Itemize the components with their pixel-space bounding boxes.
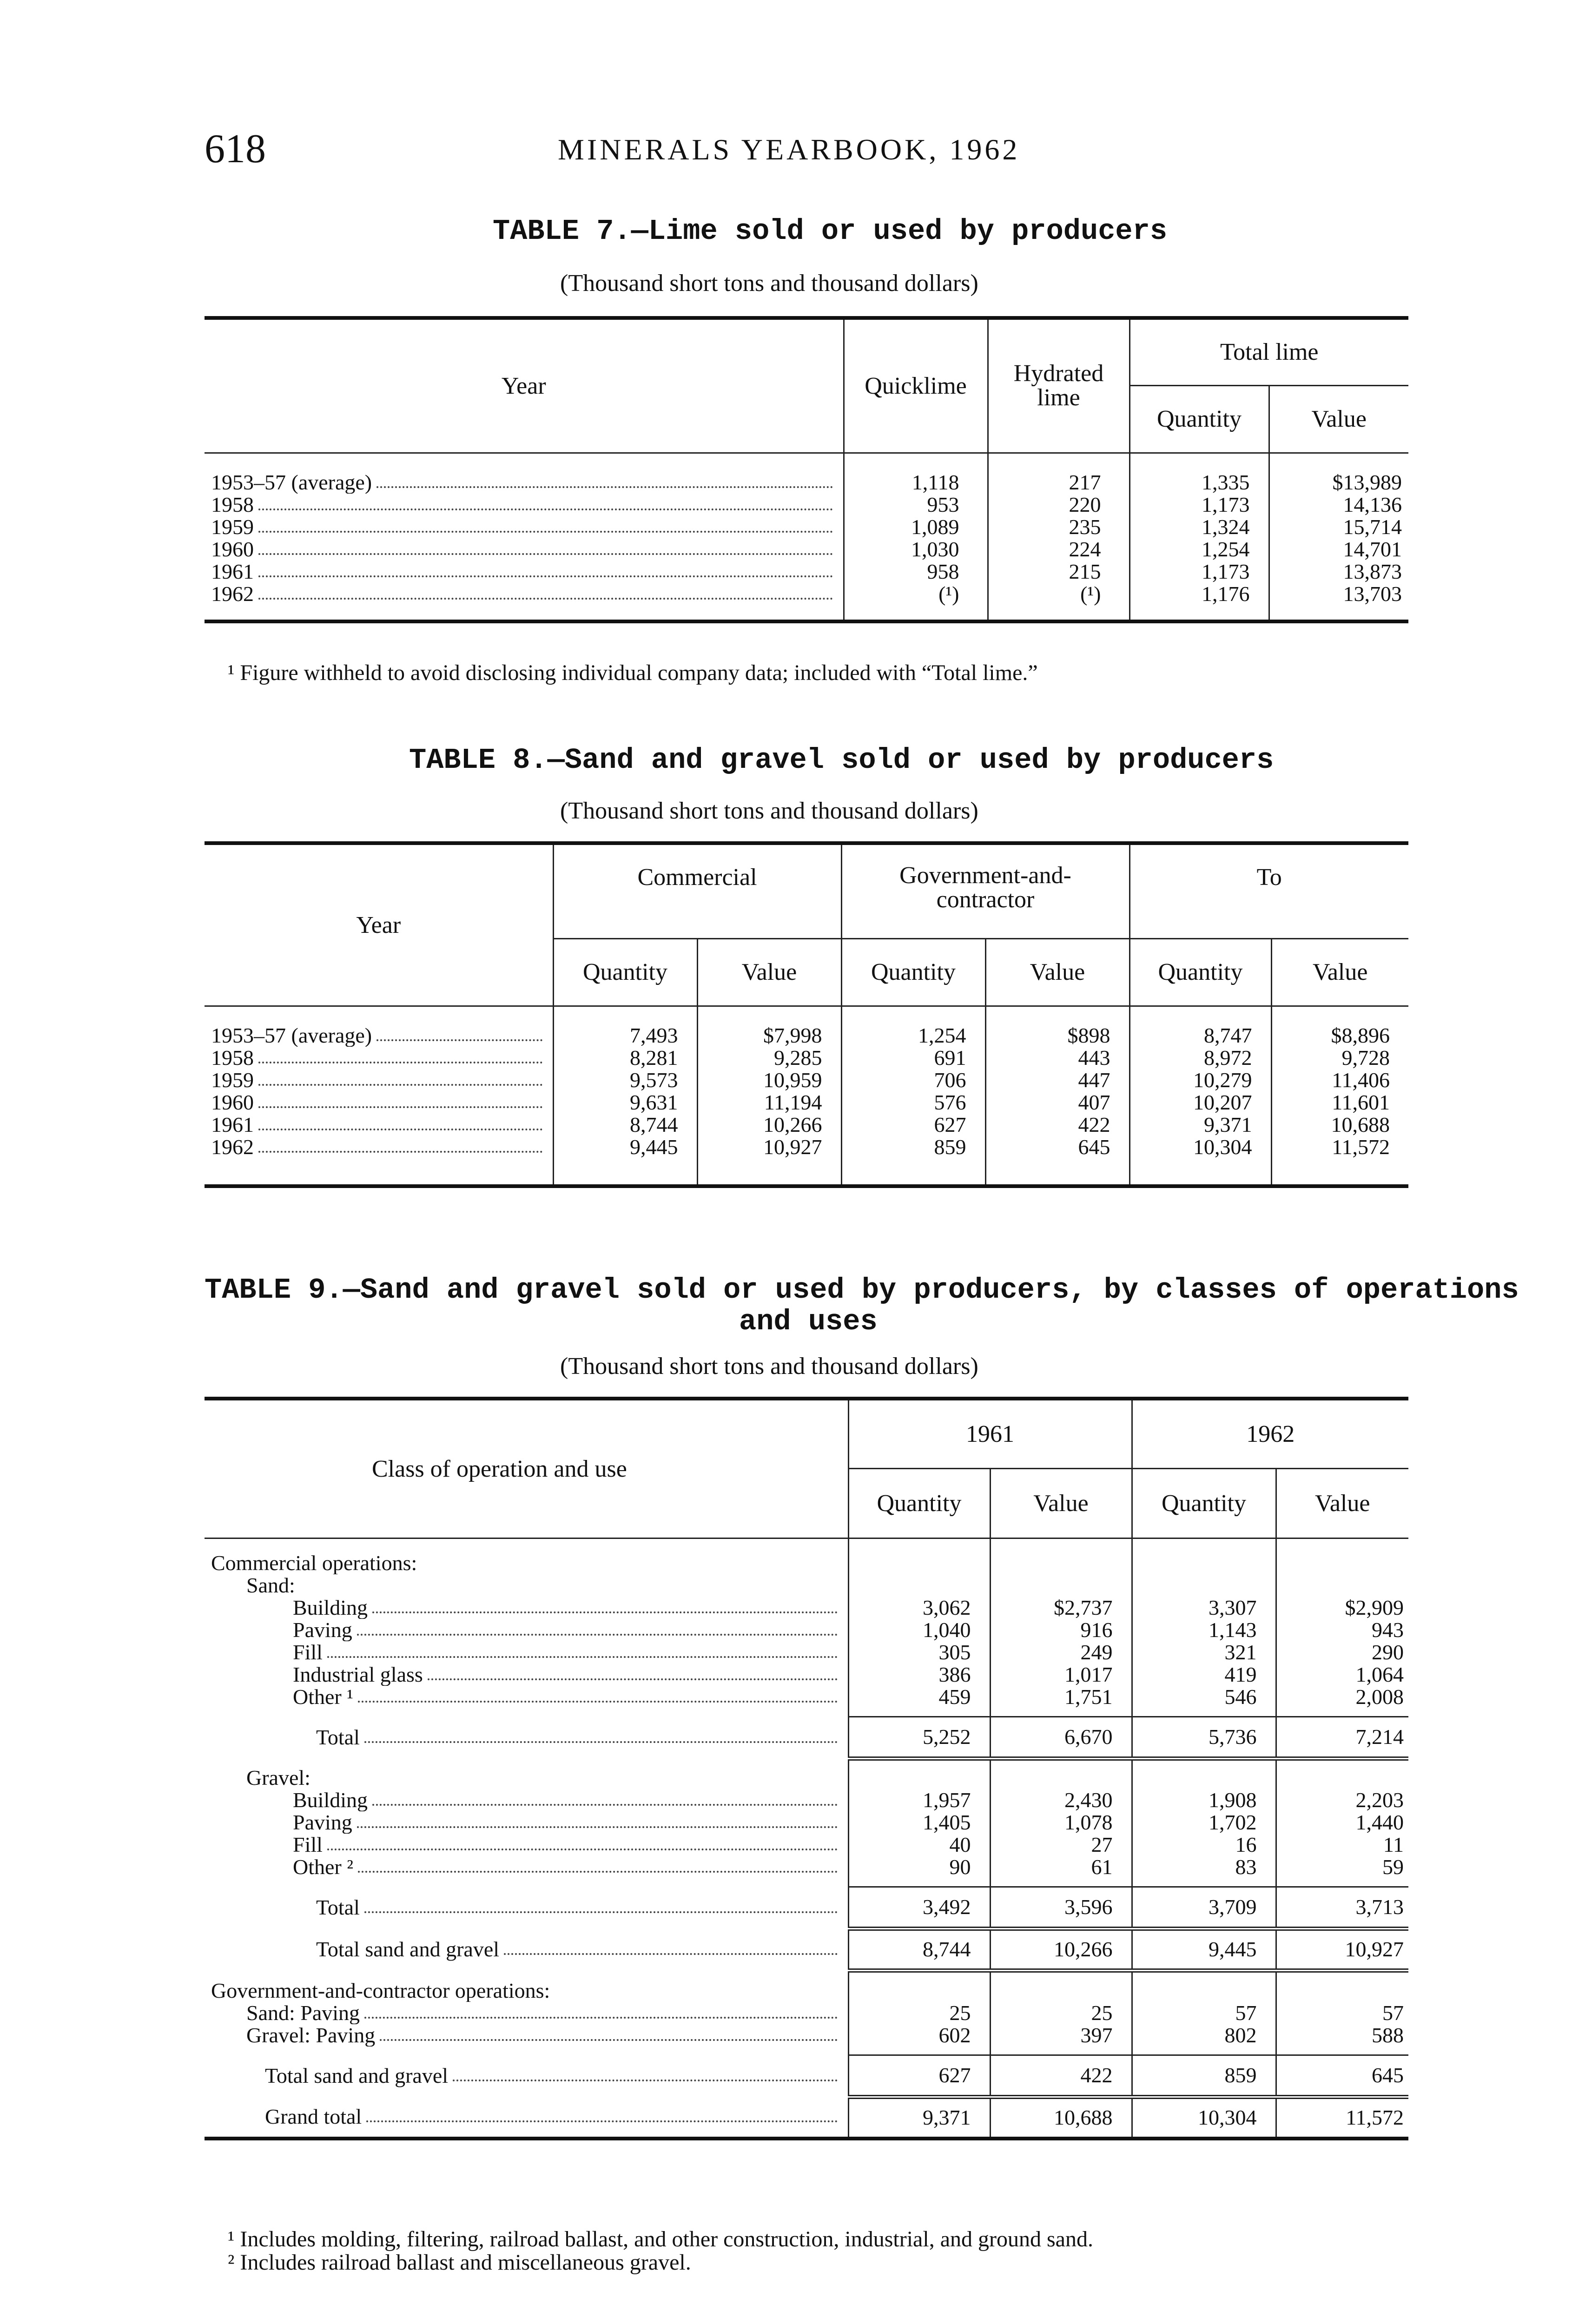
table7-quicklime: 1,118 [844, 471, 988, 494]
dot-leader [358, 1871, 837, 1873]
table9-header-1962-value: Value [1315, 1490, 1370, 1517]
dot-leader [258, 1084, 542, 1086]
dot-leader [357, 1826, 838, 1828]
table8-t-qty: 10,207 [1129, 1091, 1271, 1114]
table9-gravel-total [205, 1887, 1408, 1928]
table8-c-qty: 7,493 [553, 1024, 697, 1047]
table9-sand-row-q61: 305 [848, 1641, 990, 1664]
table7-year-text: 1953–57 (average) [211, 471, 374, 494]
table9-sand-row-q62: 321 [1132, 1641, 1276, 1664]
table9-sand-total-q62: 5,736 [1132, 1717, 1276, 1758]
table8-c-val: 10,927 [697, 1136, 841, 1158]
table9-gravel-total-label [205, 1887, 848, 1928]
table9-commercial-total [205, 1928, 1408, 1970]
table7-row [205, 583, 1408, 605]
table8-year-text: 1958 [211, 1047, 256, 1069]
table8-t-val: $8,896 [1331, 1023, 1390, 1047]
table7-value: 13,873 [1343, 560, 1402, 583]
table8-year [205, 1047, 553, 1069]
table9-grand-total-v61: 10,688 [990, 2097, 1132, 2139]
table8-g-qty: 1,254 [841, 1024, 985, 1047]
table7-year-text: 1958 [211, 494, 256, 516]
table7-footnote: ¹ Figure withheld to avoid disclosing individual company data; included with “Total lime.” [228, 660, 1038, 685]
table9-gov-row [205, 2002, 1408, 2024]
dot-leader [364, 1741, 838, 1743]
table8-year-text: 1961 [211, 1114, 256, 1136]
table9-header-1961-quantity: Quantity [848, 1468, 990, 1538]
table8-c-qty: 9,445 [553, 1136, 697, 1158]
table9-sand-row [205, 1597, 1408, 1619]
table8-year [205, 1069, 553, 1091]
table8-header-total: To [1129, 843, 1408, 938]
table9-gravel-row-v62: 11 [1383, 1833, 1404, 1856]
table9-title-line2: and uses [739, 1305, 878, 1338]
table9-gov-row-label-text: Sand: Paving [246, 2002, 362, 2024]
table9-sand-row-label [205, 1686, 848, 1708]
table9-gravel-total-v62: 3,713 [1276, 1887, 1408, 1928]
table9-sand-row-label-text: Building [293, 1597, 370, 1619]
table8-t-val: 11,406 [1332, 1068, 1390, 1092]
table9-gravel-total-q62: 3,709 [1132, 1887, 1276, 1928]
table9-header-class: Class of operation and use [205, 1399, 848, 1538]
table8-row [205, 1091, 1408, 1114]
table9-header-1961-value: Value [990, 1468, 1132, 1538]
table7-value: 13,703 [1343, 582, 1402, 606]
table7-hydrated: (¹) [988, 583, 1129, 605]
running-head: MINERALS YEARBOOK, 1962 [558, 133, 1020, 166]
table7-header-year: Year [205, 318, 844, 453]
dot-leader [376, 486, 832, 488]
table9-gravel-row-q61: 1,957 [848, 1789, 990, 1811]
table9-commercial-total-label [205, 1928, 848, 1970]
table9-sand-row [205, 1641, 1408, 1664]
dot-leader [258, 531, 833, 533]
table7-hydrated: 217 [988, 471, 1129, 494]
table8-row [205, 1069, 1408, 1091]
table8-c-val: 10,959 [697, 1069, 841, 1091]
table9-sand-row-label-text: Fill [293, 1641, 324, 1664]
dot-leader [258, 508, 833, 510]
table7-header-value: Value [1311, 406, 1367, 432]
table9-sand-row-label-text: Paving [293, 1619, 354, 1641]
table7-year [205, 494, 844, 516]
table8-year-text: 1953–57 (average) [211, 1024, 374, 1047]
table7-hydrated: 235 [988, 516, 1129, 538]
table9-grand-total [205, 2097, 1408, 2139]
table8-c-val: 10,266 [697, 1114, 841, 1136]
table9-sand-row-v61: 1,751 [990, 1686, 1132, 1708]
table8-g-val: 645 [985, 1136, 1129, 1158]
table8-c-val: $7,998 [697, 1024, 841, 1047]
table8-t-val: 11,572 [1332, 1135, 1390, 1159]
table9-gravel-row [205, 1834, 1408, 1856]
table9-gravel-row-label-text: Fill [293, 1834, 324, 1856]
table8-g-val: 447 [985, 1069, 1129, 1091]
table9-sand-row-v61: $2,737 [990, 1597, 1132, 1619]
table9-sand-row-q61: 3,062 [848, 1597, 990, 1619]
table7-quicklime: 1,030 [844, 538, 988, 561]
dot-leader [357, 1634, 838, 1636]
dot-leader [258, 1151, 542, 1153]
dot-leader [453, 2080, 837, 2081]
table9-gravel-row-v62: 59 [1382, 1855, 1404, 1879]
table9-header-1962-quantity: Quantity [1132, 1468, 1276, 1538]
table9-gov-total [205, 2055, 1408, 2097]
table8-t-val: 9,728 [1341, 1046, 1390, 1070]
table7-row [205, 471, 1408, 494]
table9-gov-total-label-text: Total sand and gravel [265, 2065, 450, 2087]
table9-gov-row-v62: 57 [1382, 2001, 1404, 2025]
dot-leader [504, 1953, 837, 1955]
dot-leader [380, 2039, 837, 2041]
table9-gravel-row-v61: 2,430 [990, 1789, 1132, 1811]
table9-gravel-row-q62: 83 [1132, 1856, 1276, 1878]
table8-row [205, 1024, 1408, 1047]
dot-leader [428, 1678, 838, 1680]
table9-sand-row-q61: 459 [848, 1686, 990, 1708]
dot-leader [258, 575, 833, 577]
table9-sand-row-v62: 2,008 [1355, 1685, 1404, 1709]
table7-year [205, 538, 844, 561]
table8-c-val: 9,285 [697, 1047, 841, 1069]
table7-quantity: 1,176 [1129, 583, 1269, 605]
table9-gravel-total-label-text: Total [316, 1896, 362, 1919]
table9-sand-row-label-text: Industrial glass [293, 1664, 425, 1686]
table7-year-text: 1960 [211, 538, 256, 561]
table9-gravel-row-label [205, 1811, 848, 1834]
table9-sand-row-q61: 386 [848, 1664, 990, 1686]
table9-sand-row-v62: 290 [1372, 1640, 1404, 1664]
table9-gravel-row-label-text: Other ² [293, 1856, 355, 1878]
table8-c-qty: 9,631 [553, 1091, 697, 1114]
table9-sand-total-v61: 6,670 [990, 1717, 1132, 1758]
dot-leader [364, 1911, 838, 1913]
table9-gov-total-q61: 627 [848, 2055, 990, 2097]
table8-subtitle: (Thousand short tons and thousand dollars) [560, 798, 978, 824]
dot-leader [366, 2120, 837, 2122]
table8-g-val: 443 [985, 1047, 1129, 1069]
table8-t-qty: 8,747 [1129, 1024, 1271, 1047]
table9 [205, 1397, 1408, 2140]
table8-year-text: 1959 [211, 1069, 256, 1091]
table8-g-val: $898 [985, 1024, 1129, 1047]
table7-title: TABLE 7.—Lime sold or used by producers [493, 215, 1168, 248]
table7-year-text: 1959 [211, 516, 256, 538]
table9-header-1961: 1961 [848, 1399, 1132, 1468]
table8-header-year: Year [205, 843, 553, 1006]
table7-quicklime: 953 [844, 494, 988, 516]
table8-row [205, 1136, 1408, 1158]
table9-gravel-row [205, 1811, 1408, 1834]
table9-sand-row-label [205, 1664, 848, 1686]
table9-gravel-row-label-text: Building [293, 1789, 370, 1811]
table8-header-commercial-quantity: Quantity [553, 938, 697, 1006]
table8-title: TABLE 8.—Sand and gravel sold or used by producers [409, 744, 1274, 777]
table9-sand-row-v61: 249 [990, 1641, 1132, 1664]
table9-footnote-1: ¹ Includes molding, filtering, railroad ballast, and other construction, industrial, and ground sand. [228, 2227, 1093, 2251]
table9-gravel-row-q62: 16 [1132, 1834, 1276, 1856]
dot-leader [372, 1611, 837, 1613]
table9-gravel-row-label-text: Paving [293, 1811, 354, 1834]
table9-commercial-heading: Commercial operations: [205, 1552, 848, 1574]
table9-sand-row-label [205, 1597, 848, 1619]
table7-quantity: 1,173 [1129, 494, 1269, 516]
table9-sand-row-q62: 1,143 [1132, 1619, 1276, 1641]
table7-hydrated: 224 [988, 538, 1129, 561]
table9-commercial-total-label-text: Total sand and gravel [316, 1938, 501, 1961]
dot-leader [258, 1062, 542, 1063]
table9-sand-total-label [205, 1717, 848, 1758]
table9-sand-row-v62: $2,909 [1345, 1596, 1404, 1619]
table9-sand-heading: Sand: [205, 1574, 848, 1597]
table8-header-government: Government-and-contractor [841, 843, 1129, 938]
dot-leader [258, 1106, 542, 1108]
dot-leader [364, 2017, 837, 2019]
table8-header-commercial: Commercial [553, 843, 841, 938]
table7-quicklime: 1,089 [844, 516, 988, 538]
table9-gov-row-q61: 602 [848, 2024, 990, 2047]
table7-header-total: Total lime [1129, 318, 1408, 385]
table7-year [205, 516, 844, 538]
table9-commercial-total-q62: 9,445 [1132, 1928, 1276, 1970]
table9-government-heading: Government-and-contractor operations: [205, 1980, 848, 2002]
table8-year [205, 1114, 553, 1136]
table9-sand-total [205, 1717, 1408, 1758]
table9-gov-row-v61: 25 [990, 2002, 1132, 2024]
table9-gravel-total-q61: 3,492 [848, 1887, 990, 1928]
table9-gravel-row-q61: 90 [848, 1856, 990, 1878]
table8-t-qty: 8,972 [1129, 1047, 1271, 1069]
table8-header-government-value: Value [985, 938, 1129, 1006]
table9-gravel-row-v62: 1,440 [1355, 1810, 1404, 1834]
table9-gravel-heading: Gravel: [205, 1767, 848, 1789]
table9-sand-row-v61: 1,017 [990, 1664, 1132, 1686]
table9-gov-row-label [205, 2024, 848, 2047]
table7-header-quantity: Quantity [1129, 385, 1269, 453]
table7-quicklime: (¹) [844, 583, 988, 605]
table9-sand-row-v62: 943 [1372, 1618, 1404, 1642]
table9-gravel-row-label [205, 1856, 848, 1878]
table8-c-val: 11,194 [697, 1091, 841, 1114]
table7-quantity: 1,254 [1129, 538, 1269, 561]
table7-header-quicklime: Quicklime [844, 318, 988, 453]
table7-value: 15,714 [1343, 515, 1402, 539]
table8-header-government-quantity: Quantity [841, 938, 985, 1006]
table8-year-text: 1960 [211, 1091, 256, 1114]
table8-row [205, 1114, 1408, 1136]
table8-t-qty: 10,304 [1129, 1136, 1271, 1158]
table9-gov-row-label [205, 2002, 848, 2024]
table9-gov-total-q62: 859 [1132, 2055, 1276, 2097]
table9-gov-total-v62: 645 [1276, 2055, 1408, 2097]
table9-sand-row-q62: 3,307 [1132, 1597, 1276, 1619]
table7-value: 14,136 [1343, 493, 1402, 516]
table7-quantity: 1,173 [1129, 561, 1269, 583]
table9-subtitle: (Thousand short tons and thousand dollars) [560, 1353, 978, 1380]
table9-sand-row [205, 1664, 1408, 1686]
dot-leader [258, 1129, 542, 1130]
table9-gov-row-label-text: Gravel: Paving [246, 2024, 377, 2047]
table8-g-qty: 691 [841, 1047, 985, 1069]
table9-sand-row [205, 1686, 1408, 1708]
table7-year [205, 471, 844, 494]
dot-leader [327, 1656, 838, 1658]
table9-gravel-row-q61: 40 [848, 1834, 990, 1856]
table9-gravel-row-v62: 2,203 [1355, 1788, 1404, 1812]
table9-gravel-row-q62: 1,702 [1132, 1811, 1276, 1834]
table9-grand-total-q62: 10,304 [1132, 2097, 1276, 2139]
table8-g-qty: 859 [841, 1136, 985, 1158]
table8-t-val: 10,688 [1331, 1113, 1390, 1136]
table9-grand-total-q61: 9,371 [848, 2097, 990, 2139]
table7-quantity: 1,324 [1129, 516, 1269, 538]
table7-row [205, 516, 1408, 538]
table8-t-val: 11,601 [1332, 1090, 1390, 1114]
table7-row [205, 561, 1408, 583]
table9-gravel-row-v61: 61 [990, 1856, 1132, 1878]
table9-gravel-row-q61: 1,405 [848, 1811, 990, 1834]
table8-year [205, 1136, 553, 1158]
table9-gravel-row-v61: 27 [990, 1834, 1132, 1856]
table7-value: $13,989 [1332, 470, 1402, 494]
table7 [205, 316, 1408, 623]
table7-row [205, 538, 1408, 561]
table7-hydrated: 220 [988, 494, 1129, 516]
table8-row [205, 1047, 1408, 1069]
table7-year [205, 583, 844, 605]
table8 [205, 841, 1408, 1188]
table9-sand-row-label-text: Other ¹ [293, 1686, 355, 1708]
table8-t-qty: 10,279 [1129, 1069, 1271, 1091]
table9-gov-total-v61: 422 [990, 2055, 1132, 2097]
table7-hydrated: 215 [988, 561, 1129, 583]
table9-gravel-total-v61: 3,596 [990, 1887, 1132, 1928]
table9-gravel-row [205, 1789, 1408, 1811]
table9-gravel-row-label [205, 1834, 848, 1856]
table9-gov-total-label [205, 2055, 848, 2097]
table9-gravel-row-q62: 1,908 [1132, 1789, 1276, 1811]
table9-sand-row-label [205, 1619, 848, 1641]
table9-sand-row-v61: 916 [990, 1619, 1132, 1641]
table8-header-total-quantity: Quantity [1129, 938, 1271, 1006]
table9-footnote-2: ² Includes railroad ballast and miscellaneous gravel. [228, 2250, 691, 2275]
table9-grand-total-label-text: Grand total [265, 2106, 363, 2128]
table9-grand-total-label [205, 2097, 848, 2139]
table8-header-total-value: Value [1313, 959, 1368, 985]
table9-gov-row-q62: 802 [1132, 2024, 1276, 2047]
table7-year-text: 1962 [211, 583, 256, 605]
page-number: 618 [205, 126, 266, 172]
table8-c-qty: 8,744 [553, 1114, 697, 1136]
table7-year-text: 1961 [211, 561, 256, 583]
table7-quantity: 1,335 [1129, 471, 1269, 494]
table9-sand-total-v62: 7,214 [1276, 1717, 1408, 1758]
dot-leader [376, 1039, 542, 1041]
table9-header-1962: 1962 [1132, 1399, 1408, 1468]
table9-commercial-total-q61: 8,744 [848, 1928, 990, 1970]
table8-g-val: 422 [985, 1114, 1129, 1136]
table9-sand-row-q62: 419 [1132, 1664, 1276, 1686]
table8-year-text: 1962 [211, 1136, 256, 1158]
table9-gov-row-v62: 588 [1372, 2023, 1404, 2047]
table9-grand-total-v62: 11,572 [1346, 2106, 1404, 2130]
table9-gov-row [205, 2024, 1408, 2047]
table9-sand-row-v62: 1,064 [1355, 1663, 1404, 1686]
dot-leader [372, 1804, 837, 1806]
table7-value: 14,701 [1343, 537, 1402, 561]
table8-g-qty: 576 [841, 1091, 985, 1114]
table9-title-line1: TABLE 9.—Sand and gravel sold or used by producers, by classes of operations [205, 1274, 1519, 1307]
table9-gravel-row-v61: 1,078 [990, 1811, 1132, 1834]
table8-header-commercial-value: Value [697, 938, 841, 1006]
table9-sand-row [205, 1619, 1408, 1641]
table8-c-qty: 9,573 [553, 1069, 697, 1091]
table9-commercial-total-v62: 10,927 [1276, 1928, 1408, 1970]
table7-quicklime: 958 [844, 561, 988, 583]
table9-commercial-total-v61: 10,266 [990, 1928, 1132, 1970]
table8-g-qty: 706 [841, 1069, 985, 1091]
table9-gov-row-q61: 25 [848, 2002, 990, 2024]
table9-sand-total-label-text: Total [316, 1726, 362, 1749]
table8-t-qty: 9,371 [1129, 1114, 1271, 1136]
table9-gov-row-q62: 57 [1132, 2002, 1276, 2024]
dot-leader [258, 553, 833, 555]
table7-subtitle: (Thousand short tons and thousand dollars) [560, 270, 978, 297]
table7-row [205, 494, 1408, 516]
table7-year [205, 561, 844, 583]
table9-sand-row-label [205, 1641, 848, 1664]
dot-leader [358, 1701, 837, 1703]
table8-year [205, 1024, 553, 1047]
table8-g-val: 407 [985, 1091, 1129, 1114]
table9-gravel-row-label [205, 1789, 848, 1811]
table8-g-qty: 627 [841, 1114, 985, 1136]
table9-sand-row-q61: 1,040 [848, 1619, 990, 1641]
table9-gov-row-v61: 397 [990, 2024, 1132, 2047]
table9-sand-row-q62: 546 [1132, 1686, 1276, 1708]
table9-gravel-row [205, 1856, 1408, 1878]
table7-header-hydrated: Hydrated lime [988, 318, 1129, 453]
table8-year [205, 1091, 553, 1114]
dot-leader [327, 1849, 838, 1850]
table9-sand-total-q61: 5,252 [848, 1717, 990, 1758]
dot-leader [258, 598, 833, 600]
table8-c-qty: 8,281 [553, 1047, 697, 1069]
